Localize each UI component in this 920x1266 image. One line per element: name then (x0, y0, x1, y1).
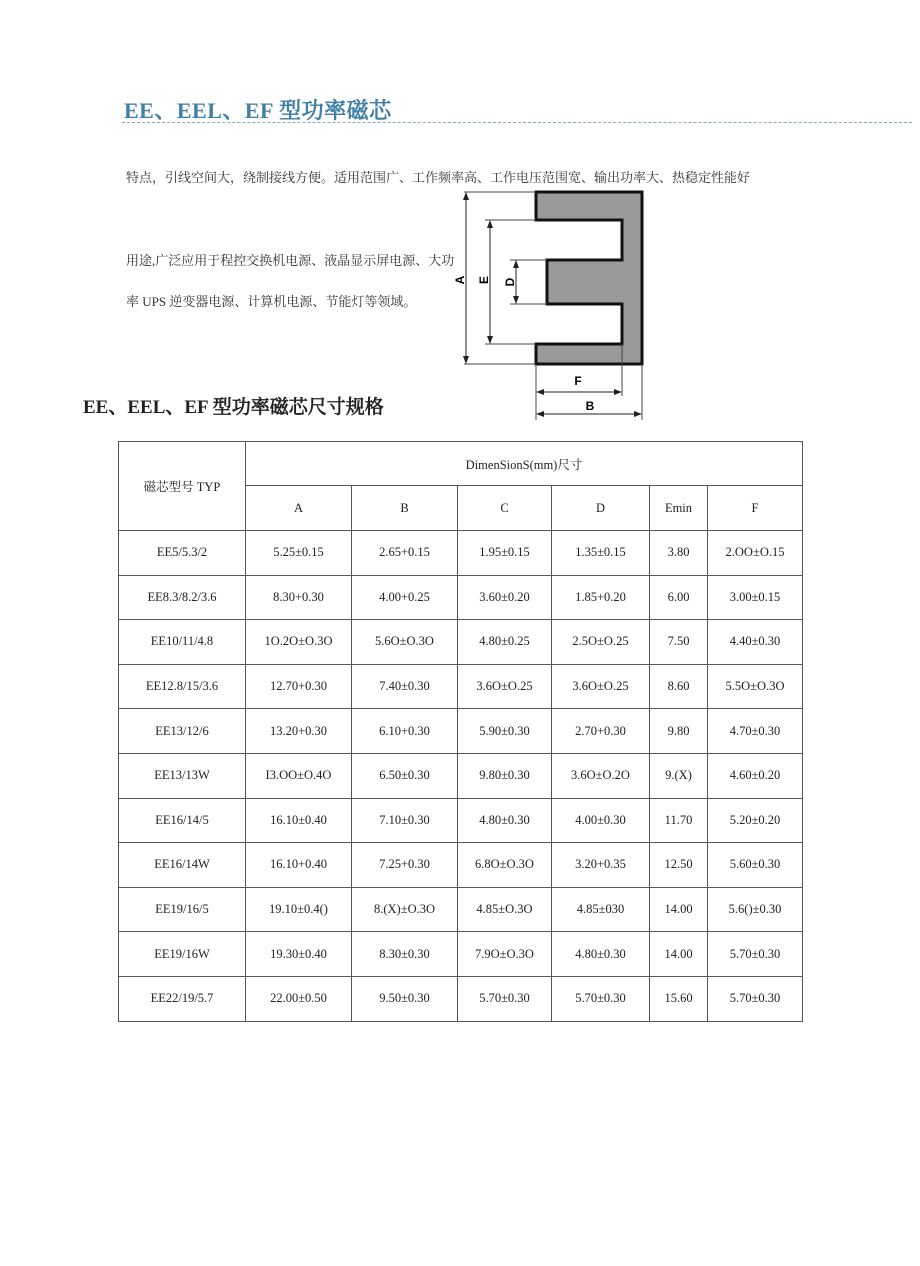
table-row (119, 843, 803, 888)
dimension-cell: 6.8O±O.3O (458, 843, 552, 888)
core-type-cell: EE19/16W (119, 932, 246, 977)
dimension-cell: 6.00 (650, 575, 708, 620)
dimension-cell: 12.70+0.30 (246, 664, 352, 709)
dimension-cell: 4.85±O.3O (458, 887, 552, 932)
dimension-b-label: B (585, 399, 595, 413)
dimension-cell: 5.6O±O.3O (352, 620, 458, 665)
dimension-cell: 9.50±0.30 (352, 976, 458, 1021)
dimension-cell: 5.70±0.30 (552, 976, 650, 1021)
dimension-cell: 7.50 (650, 620, 708, 665)
column-header-emin: Emin (650, 486, 708, 531)
dimension-cell: 3.20+0.35 (552, 843, 650, 888)
type-column-header: 磁芯型号 TYP (119, 442, 246, 531)
dimension-cell: 4.40±0.30 (708, 620, 803, 665)
dimension-cell: 9.(X) (650, 753, 708, 798)
core-type-cell: EE16/14/5 (119, 798, 246, 843)
table-row (119, 976, 803, 1021)
spec-table (118, 441, 803, 1022)
usage-paragraph-line1: 用途,广泛应用于程控交换机电源、液晶显示屏电源、大功 (126, 253, 455, 268)
dimension-cell: 7.25+0.30 (352, 843, 458, 888)
dimension-cell: 4.80±0.25 (458, 620, 552, 665)
table-title: EE、EEL、EF 型功率磁芯尺寸规格 (83, 397, 384, 418)
dimension-cell: 4.80±0.30 (458, 798, 552, 843)
dimension-cell: 5.20±0.20 (708, 798, 803, 843)
dimension-cell: 5.70±0.30 (708, 932, 803, 977)
features-paragraph: 特点，引线空间大，绕制接线方便。适用范围广、工作频率高、工作电压范围宽、输出功率大、热稳定性能好 (126, 170, 751, 185)
dimension-cell: 7.40±0.30 (352, 664, 458, 709)
dimension-cell: 11.70 (650, 798, 708, 843)
dimension-cell: 12.50 (650, 843, 708, 888)
dimension-cell: 9.80 (650, 709, 708, 754)
table-row (119, 575, 803, 620)
core-type-cell: EE16/14W (119, 843, 246, 888)
dimension-cell: 3.80 (650, 531, 708, 576)
dimension-cell: 2.70+0.30 (552, 709, 650, 754)
dimension-cell: 5.6()±0.30 (708, 887, 803, 932)
table-row (119, 531, 803, 576)
table-row (119, 620, 803, 665)
dimension-cell: 2.65+0.15 (352, 531, 458, 576)
dimension-cell: 2.5O±O.25 (552, 620, 650, 665)
dimension-cell: 22.00±0.50 (246, 976, 352, 1021)
core-type-cell: EE13/13W (119, 753, 246, 798)
dimension-cell: 3.6O±O.25 (552, 664, 650, 709)
table-row (119, 887, 803, 932)
ee-core-dimension-diagram (440, 186, 670, 422)
dimension-cell: 6.50±0.30 (352, 753, 458, 798)
page-title: EE、EEL、EF 型功率磁芯 (124, 98, 392, 123)
dimension-cell: 5.60±0.30 (708, 843, 803, 888)
dimension-cell: I3.OO±O.4O (246, 753, 352, 798)
dimension-cell: 19.30±0.40 (246, 932, 352, 977)
dimension-cell: 1.35±0.15 (552, 531, 650, 576)
dimension-f-label: F (574, 374, 582, 388)
core-type-cell: EE19/16/5 (119, 887, 246, 932)
ee-core-shape (536, 192, 642, 364)
dimension-cell: 5.25±0.15 (246, 531, 352, 576)
table-row (119, 798, 803, 843)
dimension-cell: 15.60 (650, 976, 708, 1021)
title-divider (122, 122, 912, 123)
dimension-cell: 2.OO±O.15 (708, 531, 803, 576)
core-type-cell: EE22/19/5.7 (119, 976, 246, 1021)
dimension-cell: 5.70±0.30 (708, 976, 803, 1021)
dimension-cell: 7.10±0.30 (352, 798, 458, 843)
dimension-cell: 5.90±0.30 (458, 709, 552, 754)
dimension-cell: 8.60 (650, 664, 708, 709)
column-header-d: D (552, 486, 650, 531)
column-header-a: A (246, 486, 352, 531)
core-type-cell: EE10/11/4.8 (119, 620, 246, 665)
dimension-cell: 5.70±0.30 (458, 976, 552, 1021)
core-type-cell: EE8.3/8.2/3.6 (119, 575, 246, 620)
table-row (119, 753, 803, 798)
table-row (119, 709, 803, 754)
dimension-cell: 16.10±0.40 (246, 798, 352, 843)
dimension-cell: 4.70±0.30 (708, 709, 803, 754)
usage-paragraph-line2: 率 UPS 逆变器电源、计算机电源、节能灯等领域。 (126, 294, 417, 309)
core-type-cell: EE13/12/6 (119, 709, 246, 754)
dimension-cell: 8.30+0.30 (246, 575, 352, 620)
dimension-cell: 1O.2O±O.3O (246, 620, 352, 665)
dimensions-header: DimenSionS(mm)尺寸 (246, 442, 803, 486)
column-header-f: F (708, 486, 803, 531)
dimension-cell: 4.85±030 (552, 887, 650, 932)
dimension-cell: 1.95±0.15 (458, 531, 552, 576)
dimension-cell: 8.(X)±O.3O (352, 887, 458, 932)
dimension-a-label: A (453, 275, 467, 285)
dimension-cell: 14.00 (650, 932, 708, 977)
dimension-cell: 9.80±0.30 (458, 753, 552, 798)
dimension-cell: 13.20+0.30 (246, 709, 352, 754)
dimension-cell: 1.85+0.20 (552, 575, 650, 620)
dimension-cell: 3.60±0.20 (458, 575, 552, 620)
dimension-cell: 4.80±0.30 (552, 932, 650, 977)
core-type-cell: EE12.8/15/3.6 (119, 664, 246, 709)
dimension-cell: 7.9O±O.3O (458, 932, 552, 977)
column-header-b: B (352, 486, 458, 531)
dimension-cell: 4.60±0.20 (708, 753, 803, 798)
core-type-cell: EE5/5.3/2 (119, 531, 246, 576)
dimension-cell: 14.00 (650, 887, 708, 932)
dimension-cell: 6.10+0.30 (352, 709, 458, 754)
table-row (119, 932, 803, 977)
dimension-cell: 19.10±0.4() (246, 887, 352, 932)
dimension-cell: 3.00±0.15 (708, 575, 803, 620)
dimension-cell: 3.6O±O.25 (458, 664, 552, 709)
spec-table-body (119, 531, 803, 1022)
dimension-cell: 8.30±0.30 (352, 932, 458, 977)
table-row (119, 664, 803, 709)
dimension-d-label: D (503, 277, 517, 287)
dimension-cell: 4.00+0.25 (352, 575, 458, 620)
dimension-cell: 16.10+0.40 (246, 843, 352, 888)
dimension-cell: 4.00±0.30 (552, 798, 650, 843)
dimension-e-label: E (477, 275, 491, 285)
column-header-c: C (458, 486, 552, 531)
dimension-cell: 3.6O±O.2O (552, 753, 650, 798)
dimension-cell: 5.5O±O.3O (708, 664, 803, 709)
